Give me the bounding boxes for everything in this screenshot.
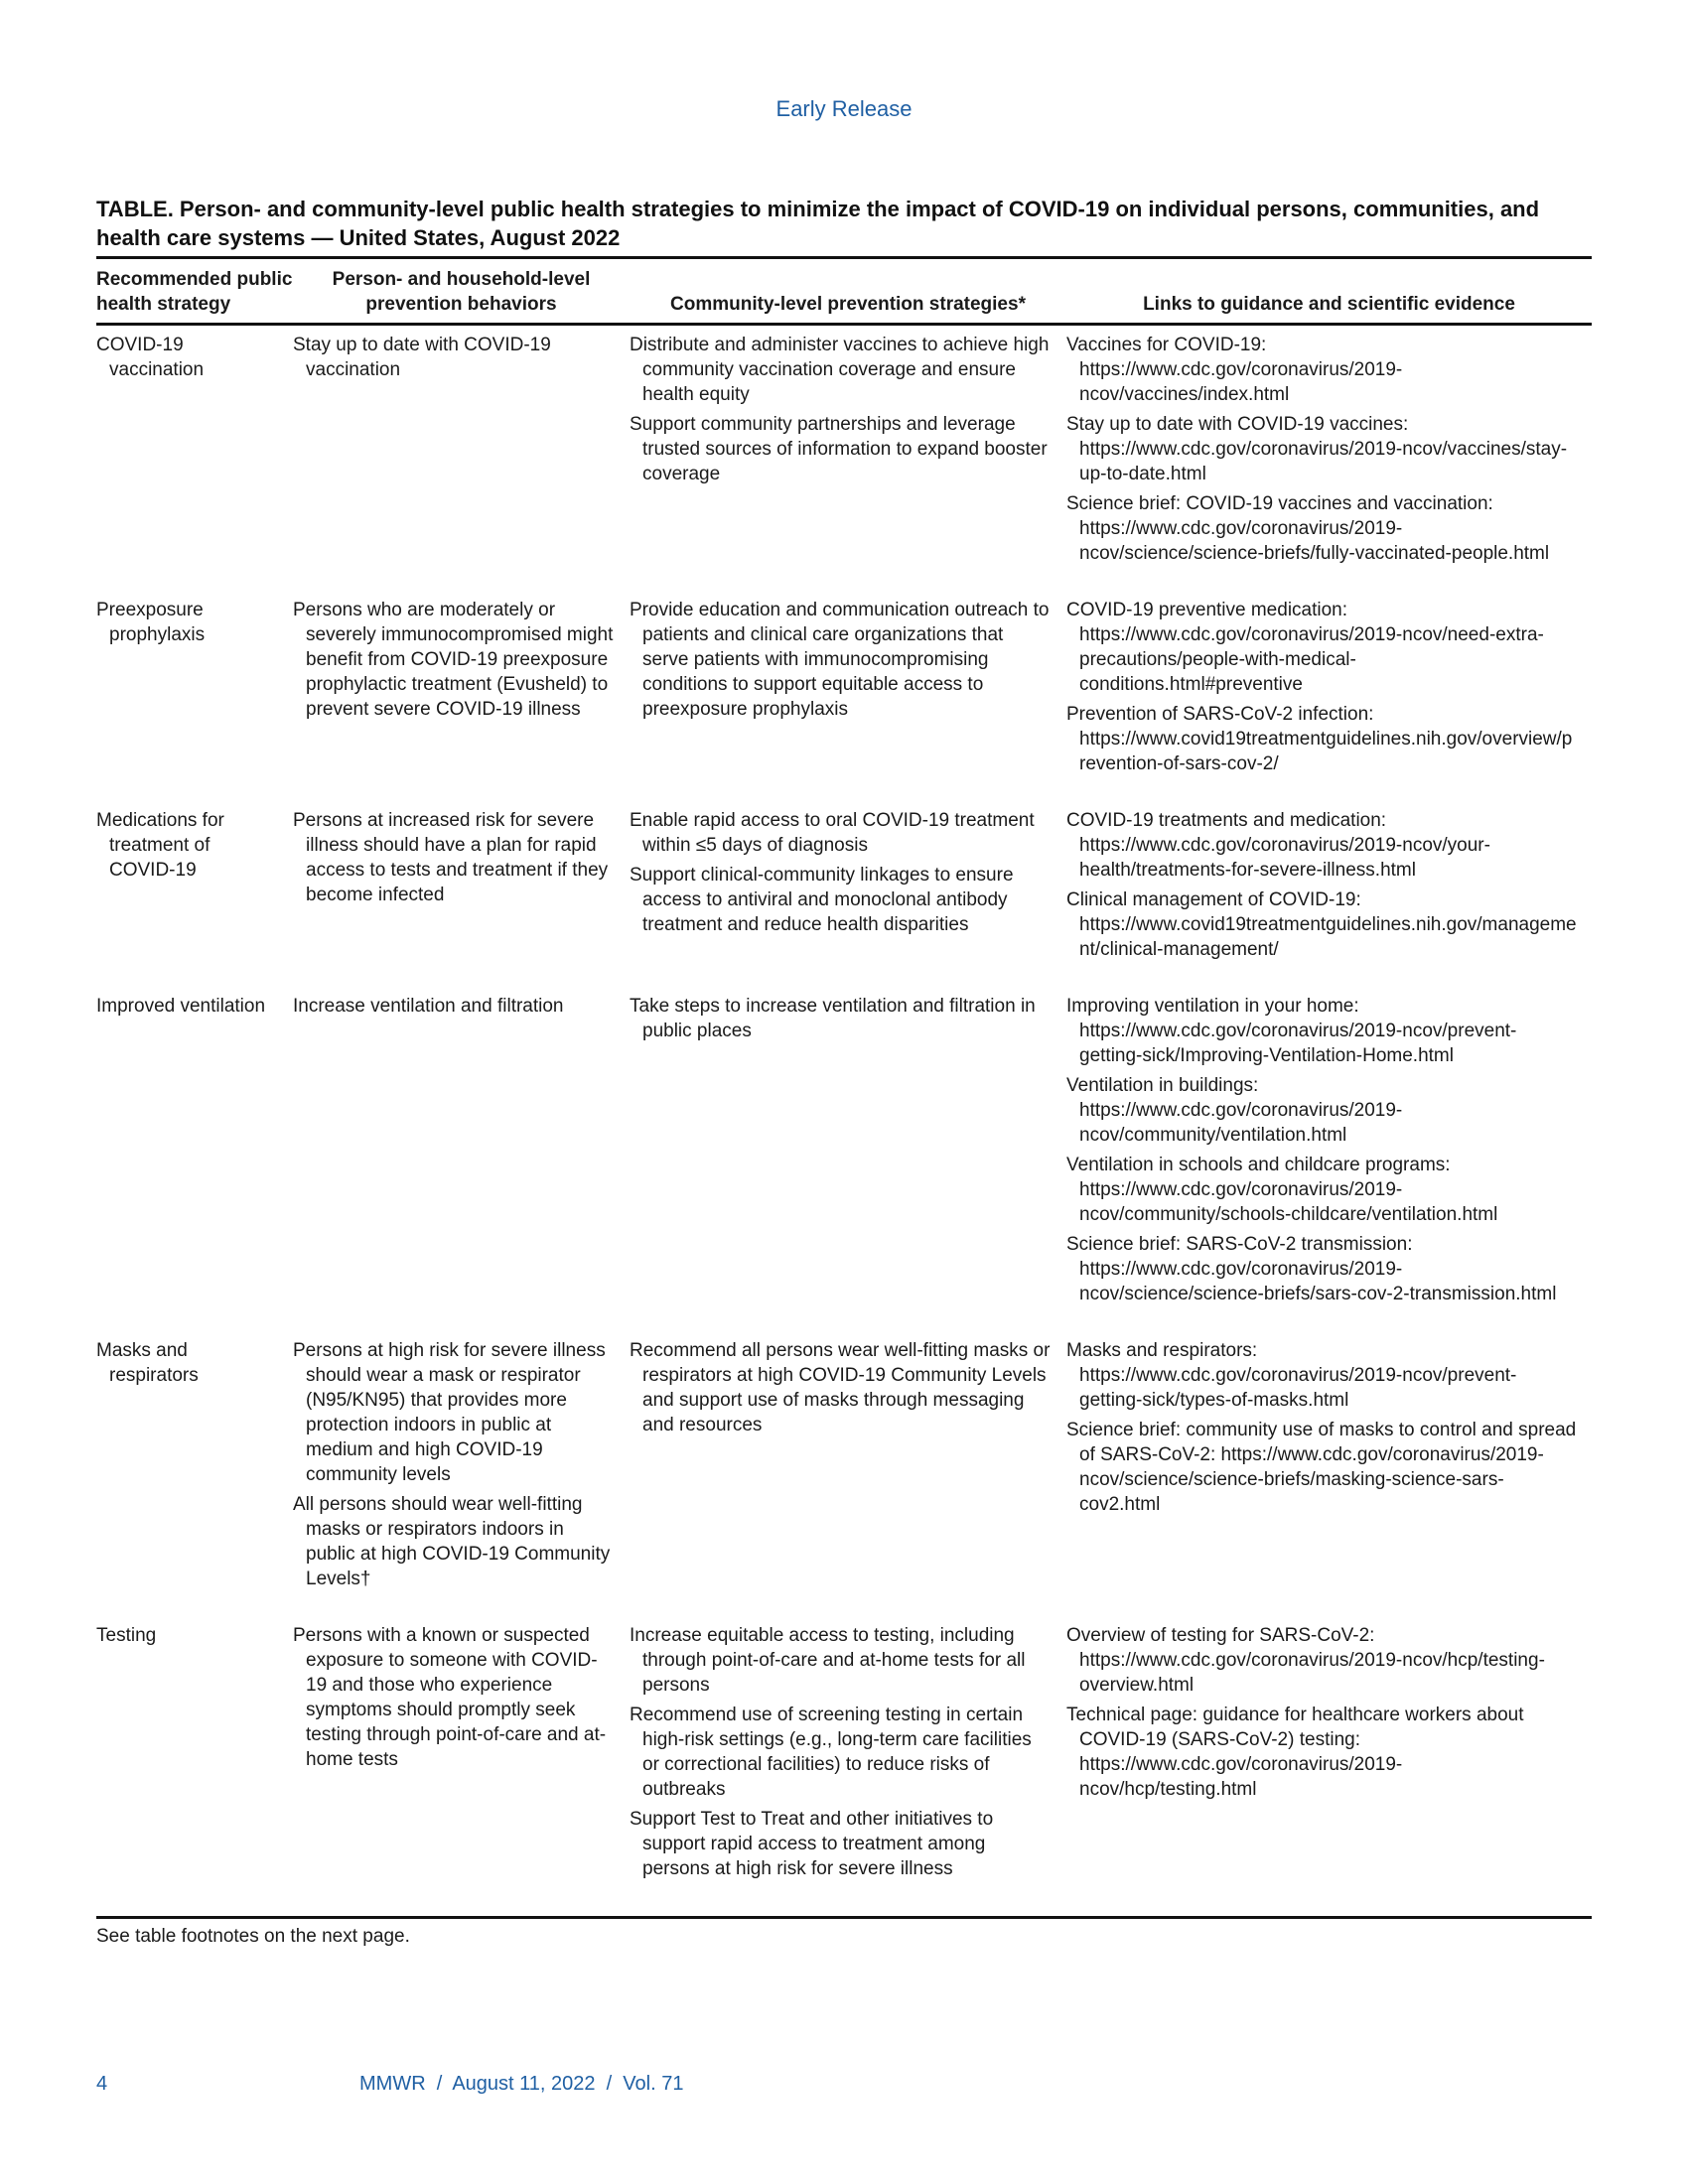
person-behavior: Persons at increased risk for severe illness should have a plan for rapid access to tests and treatment if they become infected bbox=[293, 810, 609, 905]
table-note: See table footnotes on the next page. bbox=[96, 1926, 410, 1947]
table-header-row bbox=[96, 259, 1592, 325]
guidance-link[interactable]: Ventilation in schools and childcare programs: https://www.cdc.gov/coronavirus/2019-ncov/community/schools-childcare/ventilation.html bbox=[1066, 1155, 1498, 1225]
column-header-strategy: Recommended public health strategy bbox=[96, 259, 293, 325]
table-row bbox=[96, 325, 1592, 592]
strategy-name: COVID-19 vaccination bbox=[96, 335, 205, 380]
strategy-name: Testing bbox=[96, 1625, 157, 1646]
strategy-cell bbox=[96, 1331, 293, 1616]
guidance-link[interactable]: Technical page: guidance for healthcare workers about COVID-19 (SARS-CoV-2) testing: https://www.cdc.gov/coronavirus/2019-ncov/hcp/testing.html bbox=[1066, 1705, 1524, 1800]
community-strategy-cell bbox=[630, 801, 1066, 987]
table-body bbox=[96, 325, 1592, 1918]
person-behavior: Persons at high risk for severe illness should wear a mask or respirator (N95/KN95) that provides more protection indoors in public at medium and high COVID-19 community levels bbox=[293, 1340, 606, 1485]
community-strategy: Take steps to increase ventilation and filtration in public places bbox=[630, 996, 1036, 1041]
community-strategy-cell bbox=[630, 591, 1066, 801]
community-strategy: Support community partnerships and leverage trusted sources of information to expand booster coverage bbox=[630, 414, 1048, 484]
table-row bbox=[96, 1331, 1592, 1616]
strategy-name: Medications for treatment of COVID-19 bbox=[96, 810, 224, 881]
column-header-person: Person- and household-level prevention behaviors bbox=[293, 259, 630, 325]
table-row bbox=[96, 591, 1592, 801]
running-title: MMWR / August 11, 2022 / Vol. 71 bbox=[359, 2073, 684, 2095]
community-strategy-cell bbox=[630, 325, 1066, 592]
community-strategy: Recommend use of screening testing in certain high-risk settings (e.g., long-term care facilities or correctional facilities) to reduce risks of outbreaks bbox=[630, 1705, 1032, 1800]
guidance-link[interactable]: Clinical management of COVID-19: https://www.covid19treatmentguidelines.nih.gov/management/clinical-management/ bbox=[1066, 889, 1577, 960]
guidance-links-cell bbox=[1066, 325, 1592, 592]
strategy-cell bbox=[96, 801, 293, 987]
guidance-link[interactable]: Ventilation in buildings: https://www.cdc.gov/coronavirus/2019-ncov/community/ventilation.html bbox=[1066, 1075, 1403, 1146]
person-behavior-cell bbox=[293, 801, 630, 987]
community-strategy: Recommend all persons wear well-fitting masks or respirators at high COVID-19 Community Levels and support use of masks through messaging and resources bbox=[630, 1340, 1051, 1435]
community-strategy-cell bbox=[630, 987, 1066, 1331]
table-title: TABLE. Person- and community-level public health strategies to minimize the impact of COVID-19 on individual persons, communities, and health care systems — United States, August 2022 bbox=[96, 195, 1592, 259]
guidance-links-cell bbox=[1066, 591, 1592, 801]
guidance-link[interactable]: Overview of testing for SARS-CoV-2: https://www.cdc.gov/coronavirus/2019-ncov/hcp/testing-overview.html bbox=[1066, 1625, 1545, 1696]
table-container bbox=[96, 195, 1592, 1948]
person-behavior-cell bbox=[293, 1616, 630, 1918]
running-header: Early Release bbox=[775, 96, 913, 121]
person-behavior: Stay up to date with COVID-19 vaccination bbox=[293, 335, 551, 380]
strategy-cell bbox=[96, 987, 293, 1331]
guidance-links-cell bbox=[1066, 1331, 1592, 1616]
table-row bbox=[96, 1616, 1592, 1918]
guidance-link[interactable]: Prevention of SARS-CoV-2 infection: https://www.covid19treatmentguidelines.nih.gov/overview/prevention-of-sars-cov-2/ bbox=[1066, 704, 1573, 774]
column-header-community: Community-level prevention strategies* bbox=[630, 259, 1066, 325]
community-strategy-cell bbox=[630, 1616, 1066, 1918]
person-behavior-cell bbox=[293, 591, 630, 801]
guidance-link[interactable]: COVID-19 treatments and medication: https://www.cdc.gov/coronavirus/2019-ncov/your-health/treatments-for-severe-illness.html bbox=[1066, 810, 1490, 881]
strategy-cell bbox=[96, 591, 293, 801]
community-strategy-cell bbox=[630, 1331, 1066, 1616]
guidance-link[interactable]: Science brief: SARS-CoV-2 transmission: https://www.cdc.gov/coronavirus/2019-ncov/science/science-briefs/sars-cov-2-transmission.html bbox=[1066, 1234, 1557, 1304]
strategy-name: Improved ventilation bbox=[96, 996, 266, 1017]
strategy-cell bbox=[96, 325, 293, 592]
guidance-link[interactable]: Science brief: community use of masks to control and spread of SARS-CoV-2: https://www.cdc.gov/coronavirus/2019-ncov/science/science-briefs/masking-science-sars-cov2.html bbox=[1066, 1420, 1577, 1515]
strategy-cell bbox=[96, 1616, 293, 1918]
community-strategy: Support clinical-community linkages to ensure access to antiviral and monoclonal antibody treatment and reduce health disparities bbox=[630, 865, 1014, 935]
guidance-links-cell bbox=[1066, 987, 1592, 1331]
person-behavior: Increase ventilation and filtration bbox=[293, 996, 564, 1017]
guidance-links-cell bbox=[1066, 801, 1592, 987]
guidance-link[interactable]: COVID-19 preventive medication: https://www.cdc.gov/coronavirus/2019-ncov/need-extra-precautions/people-with-medical-conditions.html#preventive bbox=[1066, 600, 1544, 695]
person-behavior-cell bbox=[293, 1331, 630, 1616]
guidance-link[interactable]: Improving ventilation in your home: https://www.cdc.gov/coronavirus/2019-ncov/prevent-getting-sick/Improving-Ventilation-Home.html bbox=[1066, 996, 1517, 1066]
person-behavior-cell bbox=[293, 325, 630, 592]
table-row bbox=[96, 801, 1592, 987]
person-behavior: Persons with a known or suspected exposure to someone with COVID-19 and those who experience symptoms should promptly seek testing through point-of-care and at-home tests bbox=[293, 1625, 607, 1770]
person-behavior: Persons who are moderately or severely immunocompromised might benefit from COVID-19 preexposure prophylactic treatment (Evusheld) to prevent severe COVID-19 illness bbox=[293, 600, 614, 720]
strategy-name: Preexposure prophylaxis bbox=[96, 600, 206, 645]
column-header-links: Links to guidance and scientific evidence bbox=[1066, 259, 1592, 325]
strategy-table bbox=[96, 259, 1592, 1919]
community-strategy: Provide education and communication outreach to patients and clinical care organizations that serve patients with immunocompromising conditions to support equitable access to preexposure prophylaxis bbox=[630, 600, 1050, 720]
guidance-link[interactable]: Masks and respirators: https://www.cdc.gov/coronavirus/2019-ncov/prevent-getting-sick/types-of-masks.html bbox=[1066, 1340, 1517, 1411]
guidance-link[interactable]: Vaccines for COVID-19: https://www.cdc.gov/coronavirus/2019-ncov/vaccines/index.html bbox=[1066, 335, 1403, 405]
guidance-link[interactable]: Stay up to date with COVID-19 vaccines: https://www.cdc.gov/coronavirus/2019-ncov/vaccines/stay-up-to-date.html bbox=[1066, 414, 1568, 484]
community-strategy: Support Test to Treat and other initiatives to support rapid access to treatment among persons at high risk for severe illness bbox=[630, 1809, 994, 1879]
page-number: 4 bbox=[96, 2073, 108, 2095]
guidance-links-cell bbox=[1066, 1616, 1592, 1918]
community-strategy: Increase equitable access to testing, including through point-of-care and at-home tests for all persons bbox=[630, 1625, 1026, 1696]
community-strategy: Enable rapid access to oral COVID-19 treatment within ≤5 days of diagnosis bbox=[630, 810, 1035, 856]
table-row bbox=[96, 987, 1592, 1331]
strategy-name: Masks and respirators bbox=[96, 1340, 199, 1386]
community-strategy: Distribute and administer vaccines to achieve high community vaccination coverage and ensure health equity bbox=[630, 335, 1050, 405]
guidance-link[interactable]: Science brief: COVID-19 vaccines and vaccination: https://www.cdc.gov/coronavirus/2019-ncov/science/science-briefs/fully-vaccinated-people.html bbox=[1066, 493, 1550, 564]
person-behavior: All persons should wear well-fitting masks or respirators indoors in public at high COVID-19 Community Levels† bbox=[293, 1494, 611, 1589]
person-behavior-cell bbox=[293, 987, 630, 1331]
